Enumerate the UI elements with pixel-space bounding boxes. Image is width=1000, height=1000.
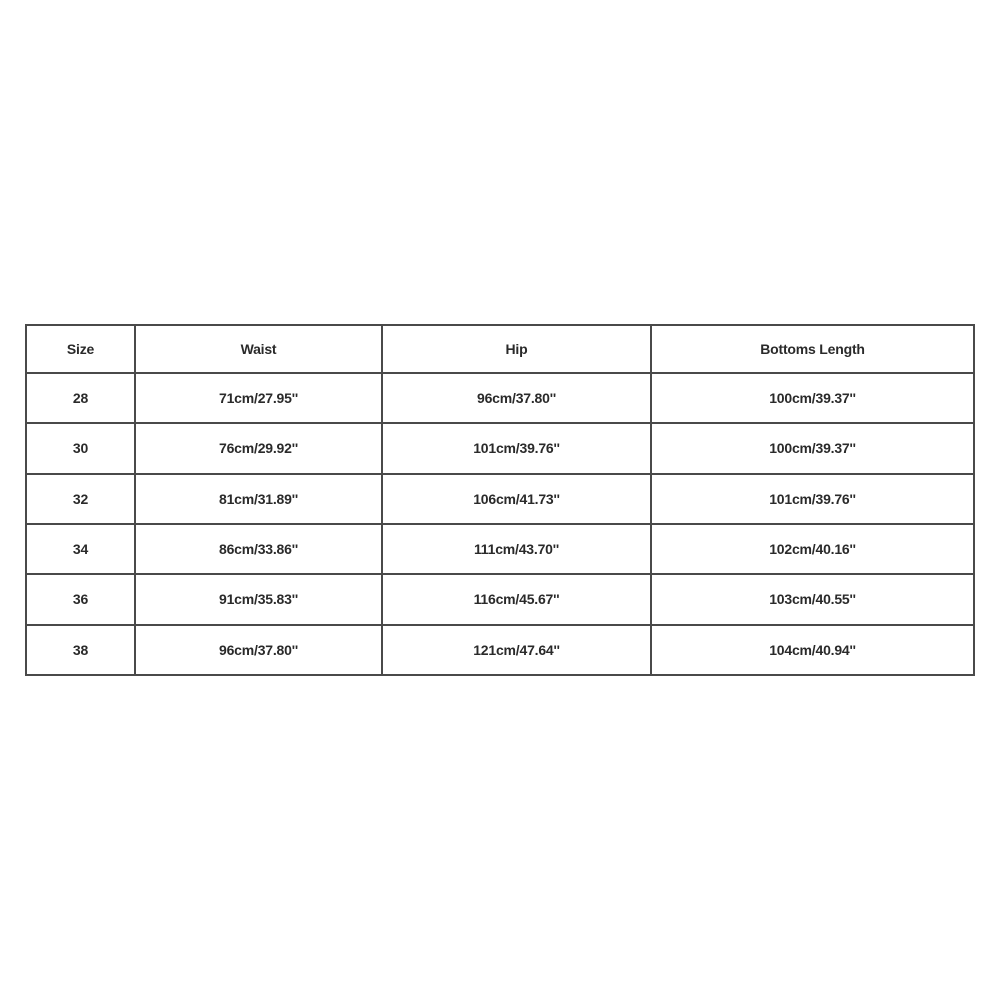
- cell-hip: 111cm/43.70'': [382, 524, 651, 574]
- cell-waist: 96cm/37.80'': [135, 625, 382, 675]
- cell-size: 32: [26, 474, 135, 524]
- table-row: [26, 524, 974, 574]
- cell-bottoms-length: 101cm/39.76'': [651, 474, 974, 524]
- header-size: Size: [26, 325, 135, 373]
- header-bottoms-length: Bottoms Length: [651, 325, 974, 373]
- cell-size: 36: [26, 574, 135, 624]
- cell-hip: 96cm/37.80'': [382, 373, 651, 423]
- cell-hip: 121cm/47.64'': [382, 625, 651, 675]
- cell-hip: 101cm/39.76'': [382, 423, 651, 473]
- size-chart-table: [25, 324, 975, 676]
- cell-bottoms-length: 100cm/39.37'': [651, 423, 974, 473]
- cell-waist: 71cm/27.95'': [135, 373, 382, 423]
- table-row: [26, 474, 974, 524]
- cell-waist: 91cm/35.83'': [135, 574, 382, 624]
- header-waist: Waist: [135, 325, 382, 373]
- cell-size: 38: [26, 625, 135, 675]
- cell-bottoms-length: 102cm/40.16'': [651, 524, 974, 574]
- table-row: [26, 373, 974, 423]
- cell-size: 30: [26, 423, 135, 473]
- table-row: [26, 574, 974, 624]
- table-header-row: [26, 325, 974, 373]
- cell-waist: 76cm/29.92'': [135, 423, 382, 473]
- cell-hip: 116cm/45.67'': [382, 574, 651, 624]
- table-row: [26, 423, 974, 473]
- cell-bottoms-length: 103cm/40.55'': [651, 574, 974, 624]
- cell-bottoms-length: 100cm/39.37'': [651, 373, 974, 423]
- header-hip: Hip: [382, 325, 651, 373]
- table-row: [26, 625, 974, 675]
- cell-hip: 106cm/41.73'': [382, 474, 651, 524]
- cell-size: 28: [26, 373, 135, 423]
- cell-waist: 86cm/33.86'': [135, 524, 382, 574]
- cell-bottoms-length: 104cm/40.94'': [651, 625, 974, 675]
- cell-waist: 81cm/31.89'': [135, 474, 382, 524]
- cell-size: 34: [26, 524, 135, 574]
